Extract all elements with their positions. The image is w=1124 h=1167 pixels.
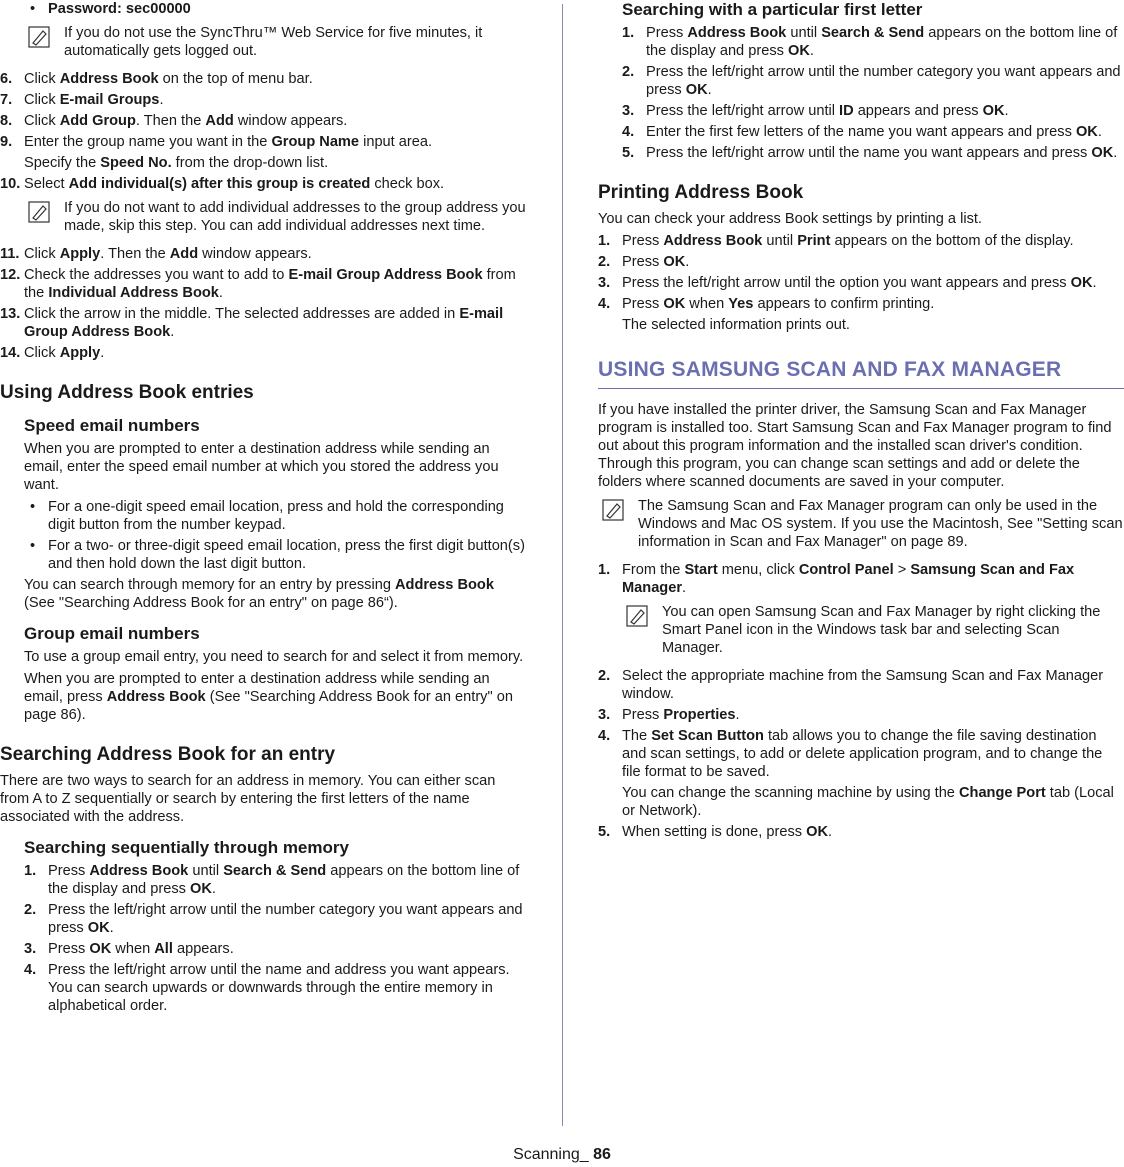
step-number: 4. [622,124,635,140]
step-item [598,706,1124,724]
step-text: Enter the first few letters of the name you want appears and press OK. [646,124,1102,140]
step-text: Click Apply. [24,345,105,361]
step-number: 11. [0,246,20,262]
step-text: When setting is done, press OK. [622,824,833,840]
group-steps-a [0,70,528,193]
speed-bullet: • For a two- or three-digit speed email location, press the first digit button(s) and then hold down the last digit button. [30,538,525,572]
step-text: Press the left/right arrow until the number category you want appears and press OK. [48,902,523,936]
note-logout [0,24,528,60]
scan-step-1 [598,561,1124,597]
step-number: 5. [622,145,635,161]
first-letter-steps [598,24,1124,162]
print-steps [598,232,1124,334]
step-number: 1. [24,863,37,879]
step-number: 4. [598,296,611,312]
note-os-support [598,497,1124,551]
note-smart-panel [598,603,1124,657]
step-number: 8. [0,113,13,129]
step-number: 2. [598,254,611,270]
step-item [24,901,528,937]
step-text: Press the left/right arrow until the name and address you want appears. You can search upwards or downwards through the entire memory in alphabetical order. [48,962,510,1014]
step-item [598,295,1124,334]
step-number: 3. [24,941,37,957]
step-number: 10. [0,176,21,192]
step-number: 1. [598,233,611,249]
step-item [598,253,1124,271]
step-item [622,102,1124,120]
heading-speed-email: Speed email numbers [24,416,200,435]
step-subtext: Specify the Speed No. from the drop-down list. [24,155,329,171]
step-text: Click Address Book on the top of menu bar. [24,71,313,87]
step-item [0,133,528,172]
step-text: Press the left/right arrow until the option you want appears and press OK. [622,275,1097,291]
note-text: The Samsung Scan and Fax Manager program can only be used in the Windows and Mac OS system. If you use the Macintosh, See "Setting scan information in Scan and Fax Manager" on page 89. [638,498,1123,550]
step-text: Click Apply. Then the Add window appears. [24,246,312,262]
step-item [24,862,528,898]
step-subtext: The selected information prints out. [622,317,850,333]
step-number: 2. [598,668,611,684]
step-text: Press OK when All appears. [48,941,234,957]
step-item [0,344,528,362]
heading-search-sequential: Searching sequentially through memory [24,838,349,857]
step-text: Click E-mail Groups. [24,92,164,108]
note-add-individual [0,199,528,235]
password-line: Password: sec00000 [48,1,191,17]
note-text: If you do not use the SyncThru™ Web Service for five minutes, it automatically gets logged out. [64,25,483,59]
step-text: Press OK. [622,254,690,270]
note-pencil-icon [626,605,648,627]
group-paragraph-1: To use a group email entry, you need to search for and select it from memory. [24,649,524,665]
step-number: 2. [622,64,635,80]
step-item [598,667,1124,703]
scan-steps-rest [598,667,1124,841]
step-number: 4. [598,728,611,744]
step-item [622,123,1124,141]
step-number: 13. [0,306,21,322]
chapter-paragraph: If you have installed the printer driver, the Samsung Scan and Fax Manager program is installed too. Start Samsung Scan and Fax Manager program to find out about this program information and the installed scan driver's condition. Through this program, you can change scan settings and add or delete the folders where scanned documents are saved in your computer. [598,402,1112,490]
step-text: Press the left/right arrow until the number category you want appears and press OK. [646,64,1121,98]
step-number: 1. [622,25,635,41]
heading-printing-address-book: Printing Address Book [598,182,804,203]
search-paragraph: There are two ways to search for an address in memory. You can either scan from A to Z sequentially or search by entering the first letters of the name associated with the address. [0,773,496,825]
step-number: 4. [24,962,37,978]
sequential-steps [0,862,528,1015]
step-number: 7. [0,92,13,108]
step-item [598,232,1124,250]
step-number: 3. [598,275,611,291]
left-column [0,0,528,1018]
step-text: Press Address Book until Search & Send appears on the bottom line of the display and press OK. [646,25,1118,59]
note-pencil-icon [602,499,624,521]
step-number: 14. [0,345,21,361]
page-number: 86 [593,1146,611,1163]
note-pencil-icon [28,26,50,48]
step-text: Press the left/right arrow until the name you want appears and press OK. [646,145,1118,161]
speed-paragraph-2: You can search through memory for an entry by pressing Address Book (See "Searching Address Book for an entry" on page 86“). [24,577,494,611]
note-pencil-icon [28,201,50,223]
footer-label: Scanning_ [513,1146,594,1163]
step-text: Press Address Book until Print appears on the bottom of the display. [622,233,1074,249]
step-item [622,63,1124,99]
step-number: 2. [24,902,37,918]
note-text: You can open Samsung Scan and Fax Manager by right clicking the Smart Panel icon in the Windows task bar and selecting Scan Manager. [662,604,1101,656]
heading-group-email: Group email numbers [24,624,200,643]
page-footer [0,1146,1124,1164]
step-item [0,91,528,109]
step-item [598,727,1124,820]
heading-searching-address-book: Searching Address Book for an entry [0,744,336,765]
print-paragraph: You can check your address Book settings by printing a list. [598,211,982,227]
step-text: Click the arrow in the middle. The selected addresses are added in E-mail Group Address Book. [24,306,504,340]
password-bullet: • Password: sec00000 [30,1,191,17]
step-number: 12. [0,267,21,283]
step-item [622,144,1124,162]
step-number: 6. [0,71,13,87]
step-subtext: You can change the scanning machine by using the Change Port tab (Local or Network). [622,785,1114,819]
step-item [598,823,1124,841]
step-text: Select Add individual(s) after this group is created check box. [24,176,445,192]
heading-using-address-book: Using Address Book entries [0,382,254,403]
note-text: If you do not want to add individual addresses to the group address you made, skip this step. You can add individual addresses next time. [64,200,526,234]
step-text: Click Add Group. Then the Add window appears. [24,113,348,129]
step-item [0,245,528,263]
speed-bullet: • For a one-digit speed email location, press and hold the corresponding digit button from the number keypad. [30,499,504,533]
step-text: Press Address Book until Search & Send appears on the bottom line of the display and press OK. [48,863,520,897]
step-item [24,940,528,958]
speed-paragraph: When you are prompted to enter a destination address while sending an email, enter the speed email number at which you stored the address you want. [24,441,499,493]
step-number: 5. [598,824,611,840]
step-text: Press OK when Yes appears to confirm printing. [622,296,935,312]
step-number: 3. [622,103,635,119]
heading-search-first-letter: Searching with a particular first letter [622,0,923,19]
step-text: Enter the group name you want in the Group Name input area. [24,134,433,150]
step-item [24,961,528,1015]
step-number: 3. [598,707,611,723]
step-item [598,561,1124,597]
step-text: Check the addresses you want to add to E-mail Group Address Book from the Individual Address Book. [24,267,516,301]
column-divider [562,4,563,1126]
step-item [598,274,1124,292]
step-item [0,175,528,193]
step-item [622,24,1124,60]
step-text: Press Properties. [622,707,740,723]
step-text: From the Start menu, click Control Panel > Samsung Scan and Fax Manager. [622,562,1075,596]
right-column [598,0,1124,844]
step-item [0,112,528,130]
step-text: Press the left/right arrow until ID appears and press OK. [646,103,1009,119]
step-item [0,70,528,88]
step-number: 9. [0,134,13,150]
group-paragraph-2: When you are prompted to enter a destination address while sending an email, press Address Book (See "Searching Address Book for an entry" on page 86). [24,671,513,723]
step-item [0,266,528,302]
step-number: 1. [598,562,611,578]
step-text: Select the appropriate machine from the Samsung Scan and Fax Manager window. [622,668,1104,702]
step-text: The Set Scan Button tab allows you to change the file saving destination and scan settings, to add or delete application program, and to change the file format to be saved. [622,728,1103,780]
chapter-heading: USING SAMSUNG SCAN AND FAX MANAGER [598,358,1124,389]
group-steps-b [0,245,528,362]
step-item [0,305,528,341]
